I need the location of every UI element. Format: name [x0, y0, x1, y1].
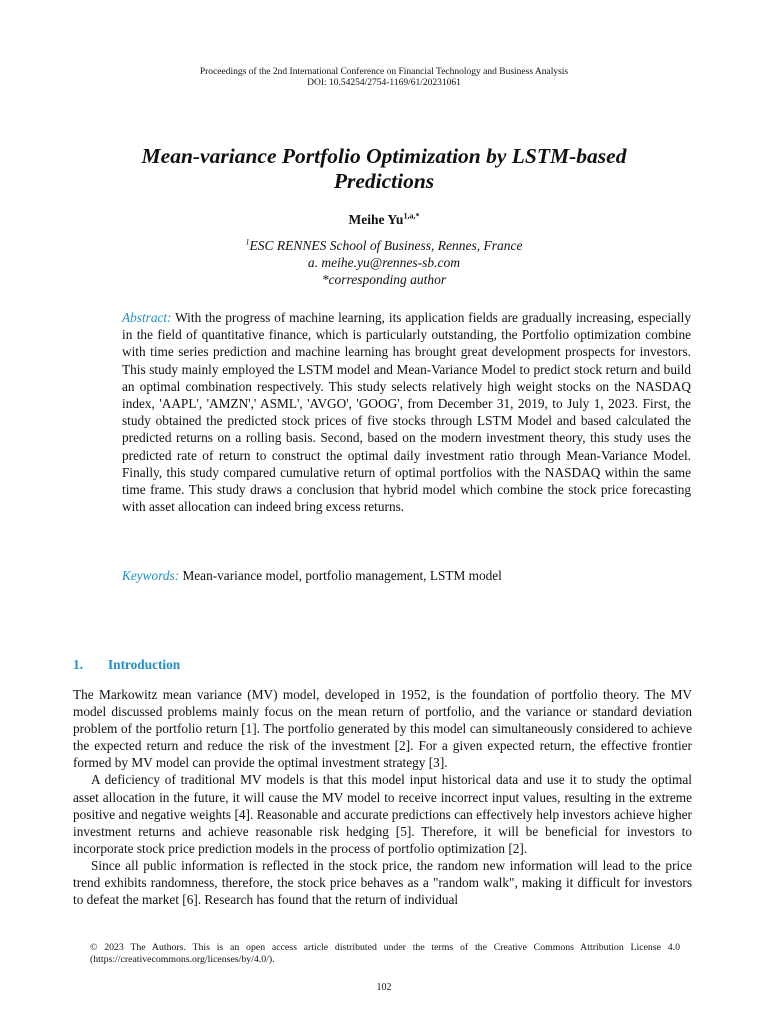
body-paragraph: The Markowitz mean variance (MV) model, developed in 1952, is the foundation of portfolio theory. The MV model discussed problems mainly focus on the mean return of portfolio, and the variance or standard deviation problem of the portfolio return [1]. The portfolio generated by this model can simultaneously considered to achieve the expected return and reduce the risk of the investment [2]. For a given expected return, the effective frontier formed by MV model can provide the optimal investment strategy [3].	[73, 687, 692, 771]
paper-title	[70, 144, 698, 194]
running-head	[0, 67, 768, 89]
affiliation-institution: ESC RENNES School of Business, Rennes, France	[249, 238, 523, 253]
keywords	[122, 567, 691, 584]
body-paragraph: Since all public information is reflected in the stock price, the random new information will lead to the price trend exhibits randomness, therefore, the stock price behaves as a "random walk", making it difficult for investors to defeat the market [6]. Research has found that the return of individual	[73, 857, 692, 908]
abstract	[122, 309, 691, 515]
doi-line: DOI: 10.54254/2754-1169/61/20231061	[307, 78, 461, 88]
affiliation-block	[0, 237, 768, 288]
affiliation-superscript: 1	[245, 237, 250, 247]
keywords-text: Mean-variance model, portfolio management, LSTM model	[182, 568, 502, 583]
body-paragraph: A deficiency of traditional MV models is that this model input historical data and use it to study the optimal asset allocation in the future, it will cause the MV model to receive incorrect input values, resulting in the extreme positive and negative weights [4]. Reasonable and accurate predictions can effectively help investors achieve higher investment returns and achieve reasonable risk hedging [5]. Therefore, it will be beneficial for investors to incorporate stock price prediction models in the process of portfolio optimization [2].	[73, 772, 692, 856]
section-title: Introduction	[108, 657, 181, 672]
abstract-label: Abstract:	[122, 310, 172, 325]
proceedings-line: Proceedings of the 2nd International Conference on Financial Technology and Business Analysis	[199, 67, 569, 77]
author-superscript: 1,a,*	[403, 211, 420, 221]
corresponding-author-note: *corresponding author	[321, 272, 447, 287]
author-name: Meihe Yu	[348, 212, 404, 227]
keywords-label: Keywords:	[122, 568, 180, 583]
license-footnote: © 2023 The Authors. This is an open access article distributed under the terms of the Creative Commons Attribution License 4.0 (https://creativecommons.org/licenses/by/4.0/).	[90, 942, 680, 965]
section-number: 1.	[73, 657, 83, 672]
abstract-text: With the progress of machine learning, its application fields are gradually increasing, especially in the field of quantitative finance, which is particularly outstanding, the Portfolio optimization combine with time series prediction and machine learning has brought great development prospects for investors. This study mainly employed the LSTM model and Mean-Variance Model to predict stock return and build an optimal combination respectively. This study selects relatively high weight stocks on the NASDAQ index, 'AAPL', 'AMZN',' ASML', 'AVGO', 'GOOG', from December 31, 2019, to July 1, 2023. First, the study obtained the predicted stock prices of five stocks through LSTM Model and based calculated the predicted returns on a rolling basis. Second, based on the modern investment theory, this study uses the predicted rate of return to construct the optimal daily investment ratio through Mean-Variance Model. Finally, this study compared cumulative return of optimal portfolios with the NASDAQ within the same time frame. This study draws a conclusion that hybrid model which combine the stock price forecasting with asset allocation can indeed bring excess returns.	[122, 310, 691, 515]
section-heading-introduction	[73, 656, 180, 673]
page-number: 102	[376, 982, 392, 993]
title-line-2: Predictions	[333, 169, 435, 193]
introduction-body	[73, 686, 692, 908]
title-line-1: Mean-variance Portfolio Optimization by LSTM-based	[141, 144, 627, 168]
affiliation-institution-line	[0, 237, 768, 254]
author-line	[0, 212, 768, 228]
author-email: a. meihe.yu@rennes-sb.com	[307, 255, 461, 270]
